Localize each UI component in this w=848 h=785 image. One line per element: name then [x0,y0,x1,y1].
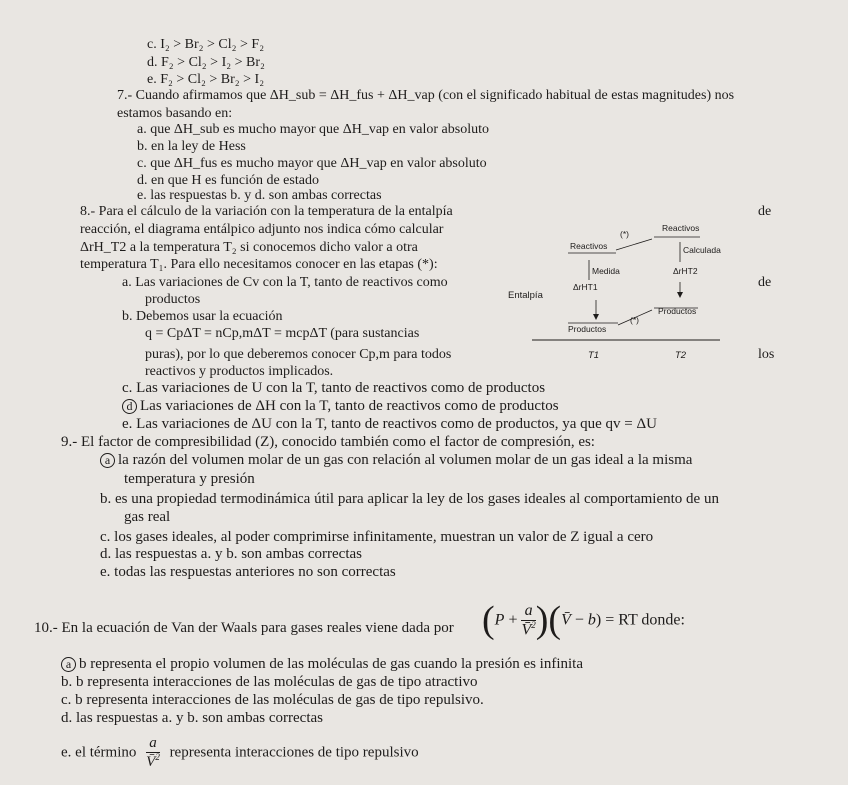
q10-option-e-lead: e. el término [61,744,137,761]
q9-option-c: c. los gases ideales, al poder comprimirse infinitamente, muestran un valor de Z igual a cero [100,529,654,545]
q7-option-a: a. que ΔH_sub es mucho mayor que ΔH_vap en valor absoluto [137,122,489,137]
q8-option-a-line2: productos [145,292,201,307]
q10-option-e-rest: representa interacciones de tipo repulsivo [169,744,419,761]
q8-option-a-line1-end: de [758,275,772,290]
q9-stem: 9.- El factor de compresibilidad (Z), conocido también como el factor de compresión, es: [61,434,595,450]
diagram-reactivos-left: Reactivos [570,241,608,251]
q10-option-a [61,656,583,673]
q8-option-b-line1: b. Debemos usar la ecuación [122,309,283,324]
diagram-star-bottom: (*) [630,315,639,325]
q9-option-e: e. todas las respuestas anteriores no son correctas [100,564,396,580]
q10-answer-mark: a [61,657,76,672]
q8-option-d [122,398,559,415]
q8-stem-line3: ΔrH_T2 a la temperatura T₂ si conocemos dicho valor a otra [80,240,418,255]
q6-option-e: e. F₂ > Cl₂ > Br₂ > I₂ [147,72,265,87]
diagram-entalpia-label: Entalpía [508,290,543,301]
q8-stem-line4: temperatura T₁. Para ello necesitamos conocer en las etapas (*): [80,257,438,272]
q6-option-d: d. F₂ > Cl₂ > I₂ > Br₂ [147,55,265,70]
q9-option-a-line2: temperatura y presión [124,471,255,487]
q8-option-e: e. Las variaciones de ΔU con la T, tanto de reactivos como de productos, ya que qv = ΔU [122,416,657,432]
q9-option-b-line2: gas real [124,509,171,525]
q8-stem-line1: 8.- Para el cálculo de la variación con la temperatura de la entalpía [80,204,453,219]
diagram-star-top: (*) [620,229,629,239]
diagram-calculada: Calculada [683,245,721,255]
q8-option-c: c. Las variaciones de U con la T, tanto de reactivos como de productos [122,380,546,396]
q9-option-a-text: la razón del volumen molar de un gas con relación al volumen molar de un gas ideal a la misma [118,452,693,468]
q10-vdw-equation: (P + $\frac{a}{V̄^2}$ )(V̄ − b) = RT donde: [482,599,685,641]
diagram-reactivos-top: Reactivos [662,223,700,233]
q8-option-d-text: Las variaciones de ΔH con la T, tanto de reactivos como de productos [140,398,559,414]
diagram-t2-arrowhead [677,292,683,298]
q7-option-d: d. en que H es función de estado [137,173,319,188]
q7-option-b: b. en la ley de Hess [137,139,246,154]
q8-option-b-line4: reactivos y productos implicados. [145,364,334,379]
q8-option-b-equation: q = CpΔT = nCp,mΔT = mcpΔT (para sustancias [145,326,420,341]
q8-stem-line2: reacción, el diagrama entálpico adjunto nos indica cómo calcular [80,222,444,237]
q8-answer-mark: d [122,399,137,414]
q6-option-c: c. I₂ > Br₂ > Cl₂ > F₂ [147,37,265,52]
diagram-productos-right: Productos [658,306,697,316]
diagram-medida: Medida [592,266,620,276]
q10-stem: 10.- En la ecuación de Van der Waals para gases reales viene dada por [34,620,454,636]
q9-option-b-line1: b. es una propiedad termodinámica útil para aplicar la ley de los gases ideales al comportamiento de un [100,491,719,507]
diagram-dh-t2: ΔrHT2 [673,266,698,276]
q8-option-a-line1: a. Las variaciones de Cv con la T, tanto de reactivos como [122,275,448,290]
q10-equation-rhs: ) = RT donde: [595,611,685,629]
diagram-t2-label: T2 [675,350,687,361]
diagram-top-connector [616,239,652,250]
q10-a-over-v2-fraction: $\frac{a}{V̄^2}$ [146,735,160,770]
q10-option-d: d. las respuestas a. y b. son ambas correctas [61,710,324,726]
q7-stem-line2: estamos basando en: [117,106,233,121]
q10-option-c: c. b representa interacciones de las moléculas de gas de tipo repulsivo. [61,692,484,708]
q9-option-d: d. las respuestas a. y b. son ambas correctas [100,546,363,562]
q7-option-e: e. las respuestas b. y d. son ambas correctas [137,188,382,203]
q7-stem-line1: 7.- Cuando afirmamos que ΔH_sub = ΔH_fus + ΔH_vap (con el significado habitual de estas magnitudes) nos [117,88,735,103]
diagram-productos-left: Productos [568,324,607,334]
q9-option-a-line1 [100,452,692,469]
q8-option-b-line3-end: los [758,347,775,362]
diagram-t1-label: T1 [588,350,600,361]
diagram-t1-arrowhead [593,314,599,320]
q9-answer-mark: a [100,453,115,468]
q8-option-b-line3: puras), por lo que deberemos conocer Cp,m para todos [145,347,452,362]
diagram-dh-t1: ΔrHT1 [573,282,598,292]
enthalpy-diagram [508,222,740,362]
q10-option-a-text: b representa el propio volumen de las moléculas de gas cuando la presión es infinita [79,656,584,672]
q7-option-c: c. que ΔH_fus es mucho mayor que ΔH_vap en valor absoluto [137,156,487,171]
q10-option-e [61,736,419,771]
q10-option-b: b. b representa interacciones de las moléculas de gas de tipo atractivo [61,674,478,690]
q8-stem-line1-end: de [758,204,772,219]
